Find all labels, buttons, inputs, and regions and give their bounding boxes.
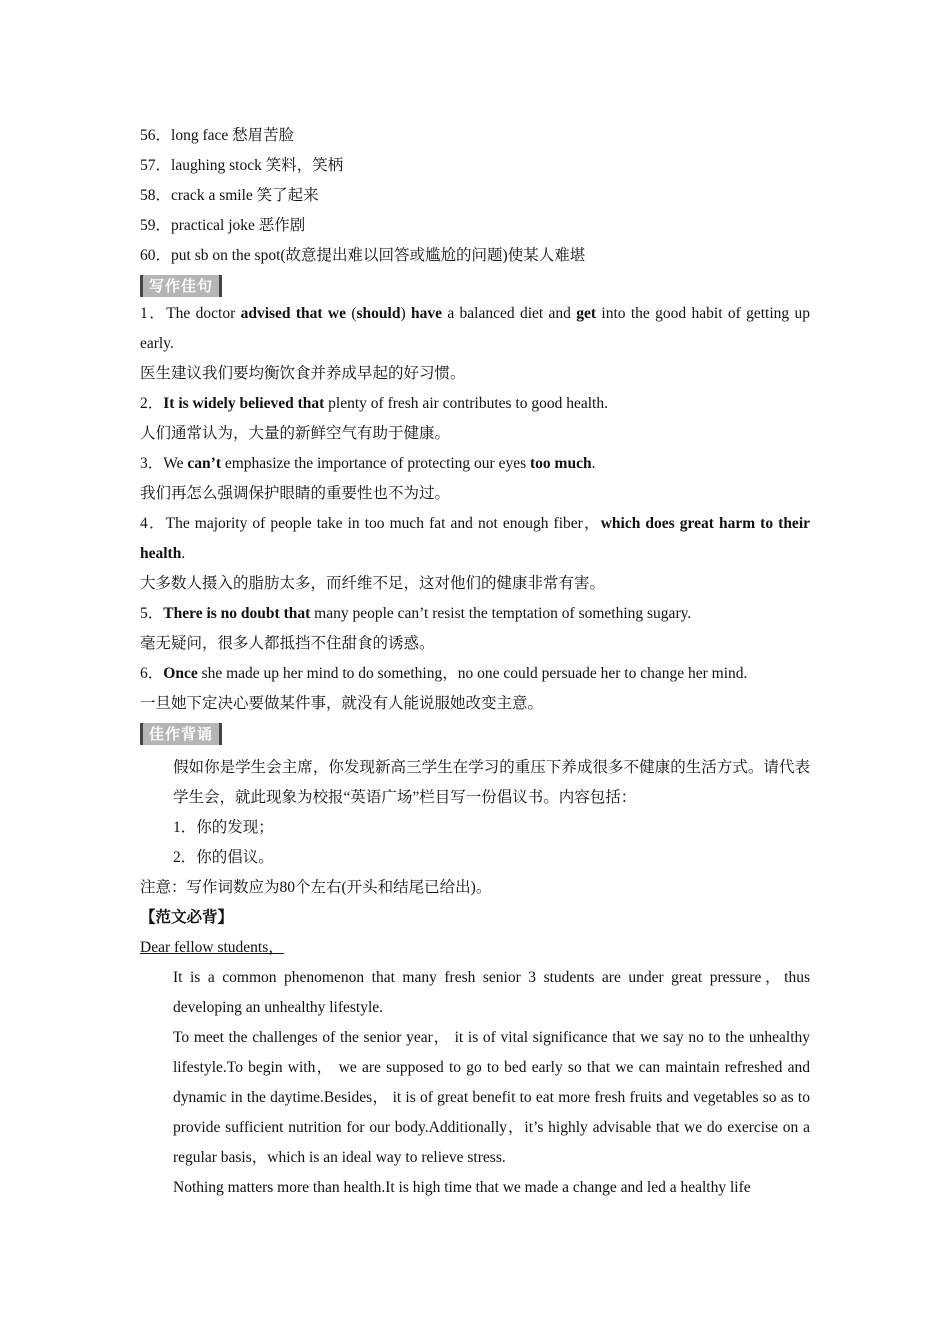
- section-tag-model-essay: 佳作背诵: [140, 723, 222, 745]
- section-tag-writing-sentences: 写作佳句: [140, 275, 222, 297]
- sentence-2-translation: 人们通常认为，大量的新鲜空气有助于健康。: [140, 425, 451, 442]
- salutation: Dear fellow students，: [140, 939, 284, 956]
- sentence-5-translation: 毫无疑问，很多人都抵挡不住甜食的诱惑。: [140, 635, 435, 652]
- phrase-item: 59．practical joke 恶作剧: [140, 217, 306, 234]
- sentence-3-translation: 我们再怎么强调保护眼睛的重要性也不为过。: [140, 485, 451, 502]
- sentence-6-translation: 一旦她下定决心要做某件事，就没有人能说服她改变主意。: [140, 695, 544, 712]
- phrase-item: 57．laughing stock 笑料，笑柄: [140, 157, 344, 174]
- model-paragraph-2: To meet the challenges of the senior year， it is of vital significance that we say no to the unhealthy lifestyle.To begin with， we are supposed to go to bed early so that we can maintain refreshed and dynamic in the daytime.Besides， it is of great benefit to eat more fresh fruits and vegetables so as to provide sufficient nutrition for our body.Additionally，it’s highly advisable that we do exercise on a regular basis，which is an ideal way to relieve stress.: [173, 1029, 810, 1166]
- task-item-1: 1．你的发现；: [173, 819, 274, 836]
- model-heading: 【范文必背】: [140, 909, 234, 926]
- task-intro: 假如你是学生会主席，你发现新高三学生在学习的重压下养成很多不健康的生活方式。请代表学生会，就此现象为校报“英语广场”栏目写一份倡议书。内容包括：: [173, 759, 810, 806]
- sentence-1-translation: 医生建议我们要均衡饮食并养成早起的好习惯。: [140, 365, 466, 382]
- document-content: [140, 121, 810, 1203]
- model-paragraph-3: Nothing matters more than health.It is high time that we made a change and led a healthy life: [173, 1179, 751, 1196]
- task-note: 注意：写作词数应为80个左右(开头和结尾已给出)。: [140, 879, 492, 896]
- sentence-3: 3．We can’t emphasize the importance of protecting our eyes too much.: [140, 455, 596, 472]
- sentence-1: 1．The doctor advised that we (should) have a balanced diet and get into the good habit of getting up early.: [140, 305, 810, 352]
- sentence-2: 2．It is widely believed that plenty of fresh air contributes to good health.: [140, 395, 608, 412]
- task-item-2: 2．你的倡议。: [173, 849, 274, 866]
- model-paragraph-1: It is a common phenomenon that many fresh senior 3 students are under great pressure，thus developing an unhealthy lifestyle.: [173, 969, 810, 1016]
- phrase-item: 60．put sb on the spot(故意提出难以回答或尴尬的问题)使某人难堪: [140, 247, 586, 264]
- sentence-6: 6．Once she made up her mind to do something，no one could persuade her to change her mind.: [140, 665, 748, 682]
- sentence-4: 4．The majority of people take in too much fat and not enough fiber，which does great harm to their health.: [140, 515, 810, 562]
- sentence-4-translation: 大多数人摄入的脂肪太多，而纤维不足，这对他们的健康非常有害。: [140, 575, 606, 592]
- phrase-item: 56．long face 愁眉苦脸: [140, 127, 295, 144]
- sentence-5: 5．There is no doubt that many people can’t resist the temptation of something sugary.: [140, 605, 692, 622]
- phrase-item: 58．crack a smile 笑了起来: [140, 187, 319, 204]
